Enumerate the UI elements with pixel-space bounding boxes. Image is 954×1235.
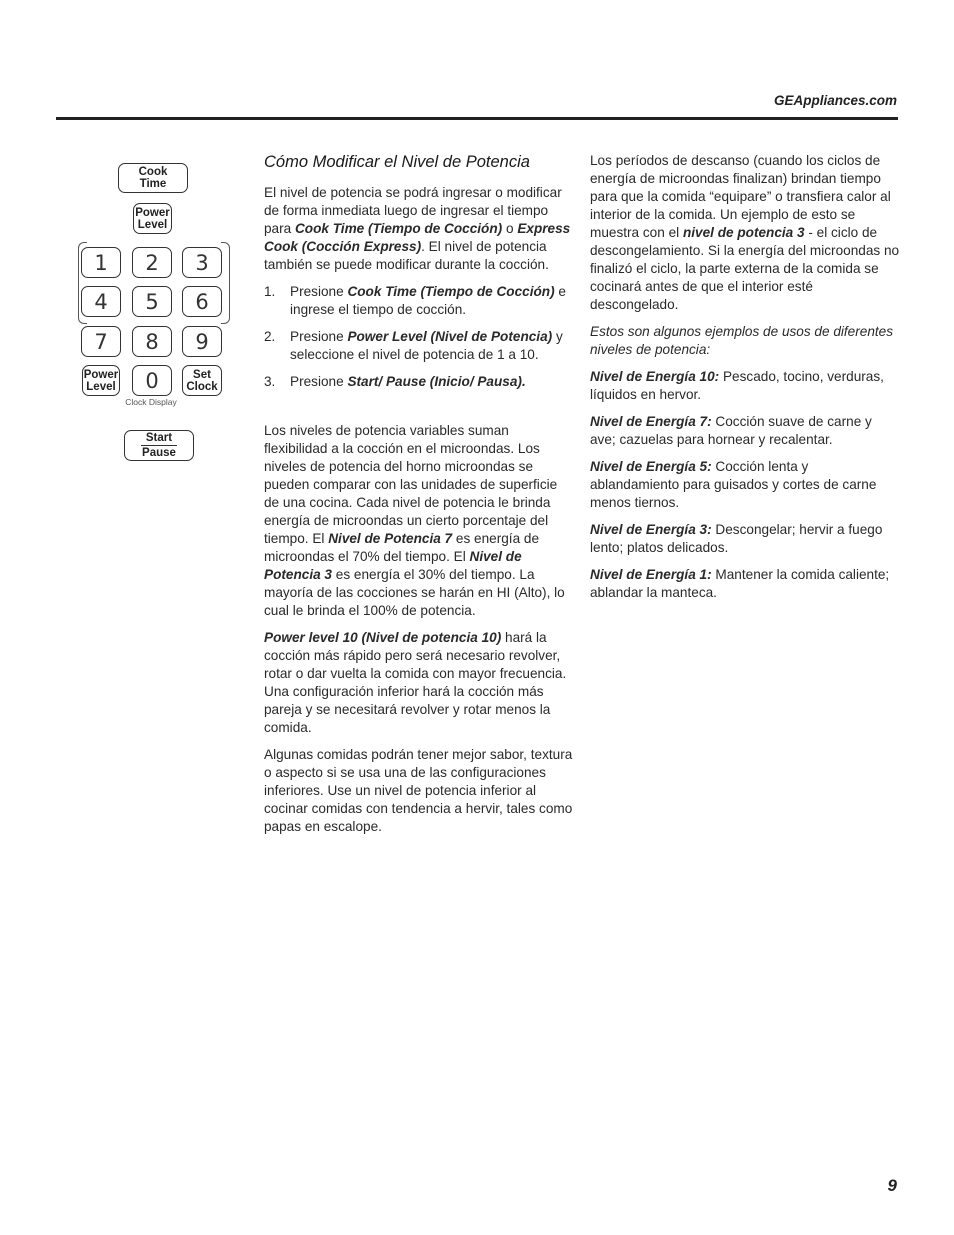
section-heading: Cómo Modificar el Nivel de Potencia [264, 153, 530, 171]
set-clock-key: Set Clock [182, 365, 222, 396]
steps-list [264, 283, 576, 391]
power-level-example: Nivel de Energía 5: Cocción lenta y ablandamiento para guisados y cortes de carne menos tiernos. [590, 459, 877, 510]
digit-5-key: 5 [132, 286, 172, 317]
lower-settings-paragraph: Algunas comidas podrán tener mejor sabor, textura o aspecto si se usa una de las configuraciones inferiores. Use un nivel de potencia inferior al cocinar comidas con tendencia a hervir, tales como papas en escalope. [264, 747, 573, 834]
column-left [264, 152, 576, 845]
variable-power-paragraph: Los niveles de potencia variables suman flexibilidad a la cocción en el microondas. Los niveles de potencia del horno microondas se pueden comparar con las unidades de superficie de una cocina. Cada nivel de potencia le brinda energía de microondas un cierto porcentaje del tiempo. El Nivel de Potencia 7 es energía de microondas el 70% del tiempo. El Nivel de Potencia 3 es energía el 30% del tiempo. La mayoría de las cocciones se harán en HI (Alto), lo cual le brinda el 100% de potencia. [264, 423, 565, 618]
power-10-paragraph: Power level 10 (Nivel de potencia 10) hará la cocción más rápido pero será necesario revolver, rotar o dar vuelta la comida con mayor frecuencia. Una configuración inferior hará la cocción más pareja y se necesitará revolver y rotar menos la comida. [264, 630, 567, 735]
digit-1-key: 1 [81, 247, 121, 278]
examples-intro: Estos son algunos ejemplos de usos de diferentes niveles de potencia: [590, 324, 894, 357]
step-item: 2. Presione Power Level (Nivel de Potencia) y seleccione el nivel de potencia de 1 a 10. [264, 329, 563, 362]
clock-display-label: Clock Display [125, 397, 177, 407]
power-level-example: Nivel de Energía 10: Pescado, tocino, verduras, líquidos en hervor. [590, 369, 884, 402]
power-level-example: Nivel de Energía 1: Mantener la comida caliente; ablandar la manteca. [590, 567, 890, 600]
digit-4-key: 4 [81, 286, 121, 317]
power-level-example: Nivel de Energía 7: Cocción suave de carne y ave; cazuelas para hornear y recalentar. [590, 414, 872, 447]
intro-paragraph: El nivel de potencia se podrá ingresar o modificar de forma inmediata luego de ingresar el tiempo para Cook Time (Tiempo de Cocción) o Express Cook (Cocción Express). El nivel de potencia también se puede modificar durante la cocción. [264, 185, 571, 272]
power-level-bottom-key: Power Level [82, 365, 120, 396]
column-right [590, 152, 900, 611]
page-number: 9 [887, 1176, 897, 1195]
cook-time-key: Cook Time [118, 163, 188, 193]
start-pause-key: Start Pause [124, 430, 194, 461]
digit-3-key: 3 [182, 247, 222, 278]
digit-7-key: 7 [81, 326, 121, 357]
keypad-bracket-right [221, 242, 230, 324]
digit-0-key: 0 [132, 365, 172, 396]
rest-periods-paragraph: Los períodos de descanso (cuando los ciclos de energía de microondas finalizan) brindan tiempo para que la comida “equipare” o transfiera calor al interior de la comida. Un ejemplo de esto se muestra con el nivel de potencia 3 - el ciclo de descongelamiento. Si la energía del microondas no finalizó el ciclo, la parte externa de la comida se cocinará antes de que el interior esté descongelado. [590, 153, 900, 312]
site-url: GEAppliances.com [773, 93, 897, 108]
header-rule [56, 117, 898, 120]
digit-2-key: 2 [132, 247, 172, 278]
digit-6-key: 6 [182, 286, 222, 317]
keypad-illustration [76, 160, 232, 470]
power-level-key: Power Level [133, 203, 172, 234]
step-item: 1. Presione Cook Time (Tiempo de Cocción) e ingrese el tiempo de cocción. [264, 284, 566, 317]
step-item: 3. Presione Start/ Pause (Inicio/ Pausa). [264, 374, 526, 389]
digit-9-key: 9 [182, 326, 222, 357]
digit-8-key: 8 [132, 326, 172, 357]
power-level-example: Nivel de Energía 3: Descongelar; hervir a fuego lento; platos delicados. [590, 522, 883, 555]
